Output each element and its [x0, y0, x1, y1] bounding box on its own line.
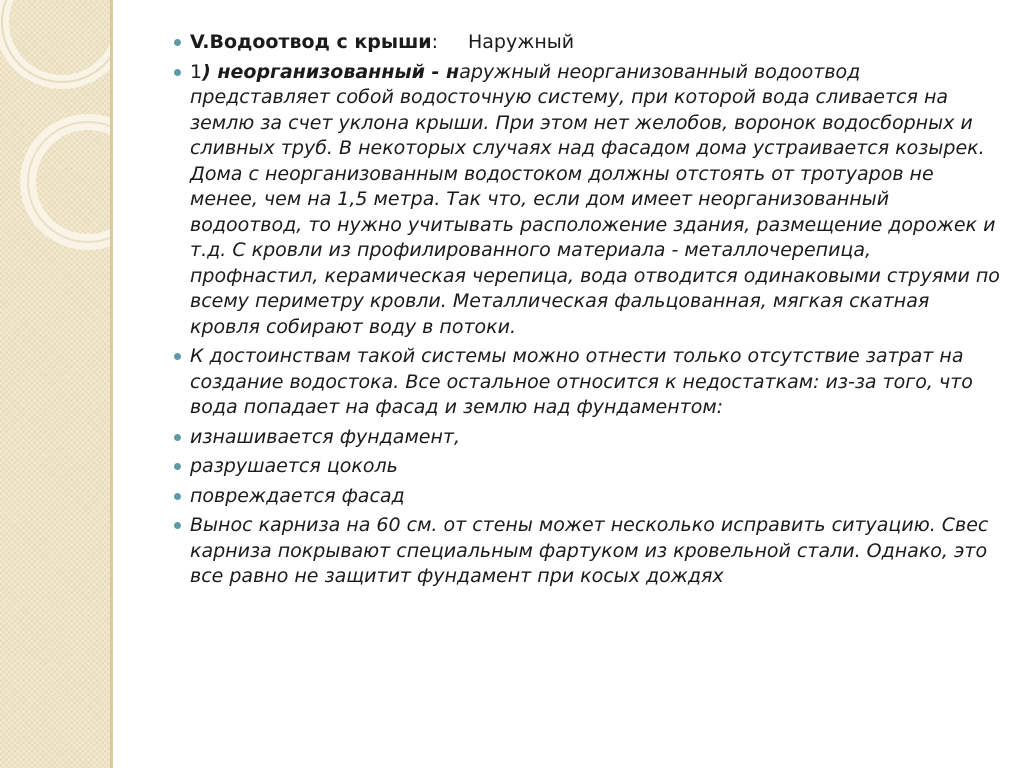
bullet-icon	[174, 493, 181, 500]
bullet-icon	[174, 39, 181, 46]
bullet-icon	[174, 463, 181, 470]
section-heading: V.Водоотвод с крыши	[190, 31, 432, 53]
bullet-icon	[174, 69, 181, 76]
list-item	[174, 425, 1004, 451]
list-item	[174, 513, 1004, 590]
section-subheading: Наружный	[467, 31, 575, 53]
list-item-heading	[174, 30, 1004, 56]
bullet-icon	[174, 353, 181, 360]
list-item	[174, 454, 1004, 480]
list-item	[174, 484, 1004, 510]
bullet-icon	[174, 522, 181, 529]
item-text: повреждается фасад	[190, 484, 405, 507]
heading-colon: :	[431, 31, 438, 53]
decorative-rings	[0, 0, 112, 768]
list-item	[174, 60, 1004, 341]
bullet-icon	[174, 434, 181, 441]
item-text: аружный неорганизованный водоотвод представляет собой водосточную систему, при которой вода сливается на землю за счет уклона крыши. При этом нет желобов, воронок водосборных и сливных труб. В некоторых случаях над фасадом дома устраивается козырек. Дома с неорганизованным водостоком должны отстоять от тротуаров не менее, чем на 1,5 метра. Так что, если дом имеет неорганизованный водоотвод, то нужно учитывать расположение здания, размещение дорожек и т.д. С кровли из профилированного материала - металлочерепица, профнастил, керамическая черепица, вода отводится одинаковыми струями по всему периметру кровли. Металлическая фальцованная, мягкая скатная кровля собирают воду в потоки.	[190, 60, 1000, 338]
item-text: изнашивается фундамент,	[190, 425, 461, 448]
decorative-side-band	[0, 0, 112, 768]
side-band-edge	[110, 0, 113, 768]
slide-content	[174, 30, 1004, 594]
item-text: разрушается цоколь	[190, 455, 398, 477]
item-text: Вынос карниза на 60 см. от стены может несколько исправить ситуацию. Свес карниза покрывают специальным фартуком из кровельной стали. Однако, это все равно не защитит фундамент при косых дождях	[190, 514, 989, 587]
item-text: К достоинствам такой системы можно отнести только отсутствие затрат на создание водостока. Все остальное относится к недостаткам: из-за того, что вода попадает на фасад и землю над фундаментом:	[190, 345, 973, 418]
item-lead: ) неорганизованный - н	[202, 60, 460, 83]
list-item	[174, 344, 1004, 421]
item-number: 1	[190, 60, 203, 83]
